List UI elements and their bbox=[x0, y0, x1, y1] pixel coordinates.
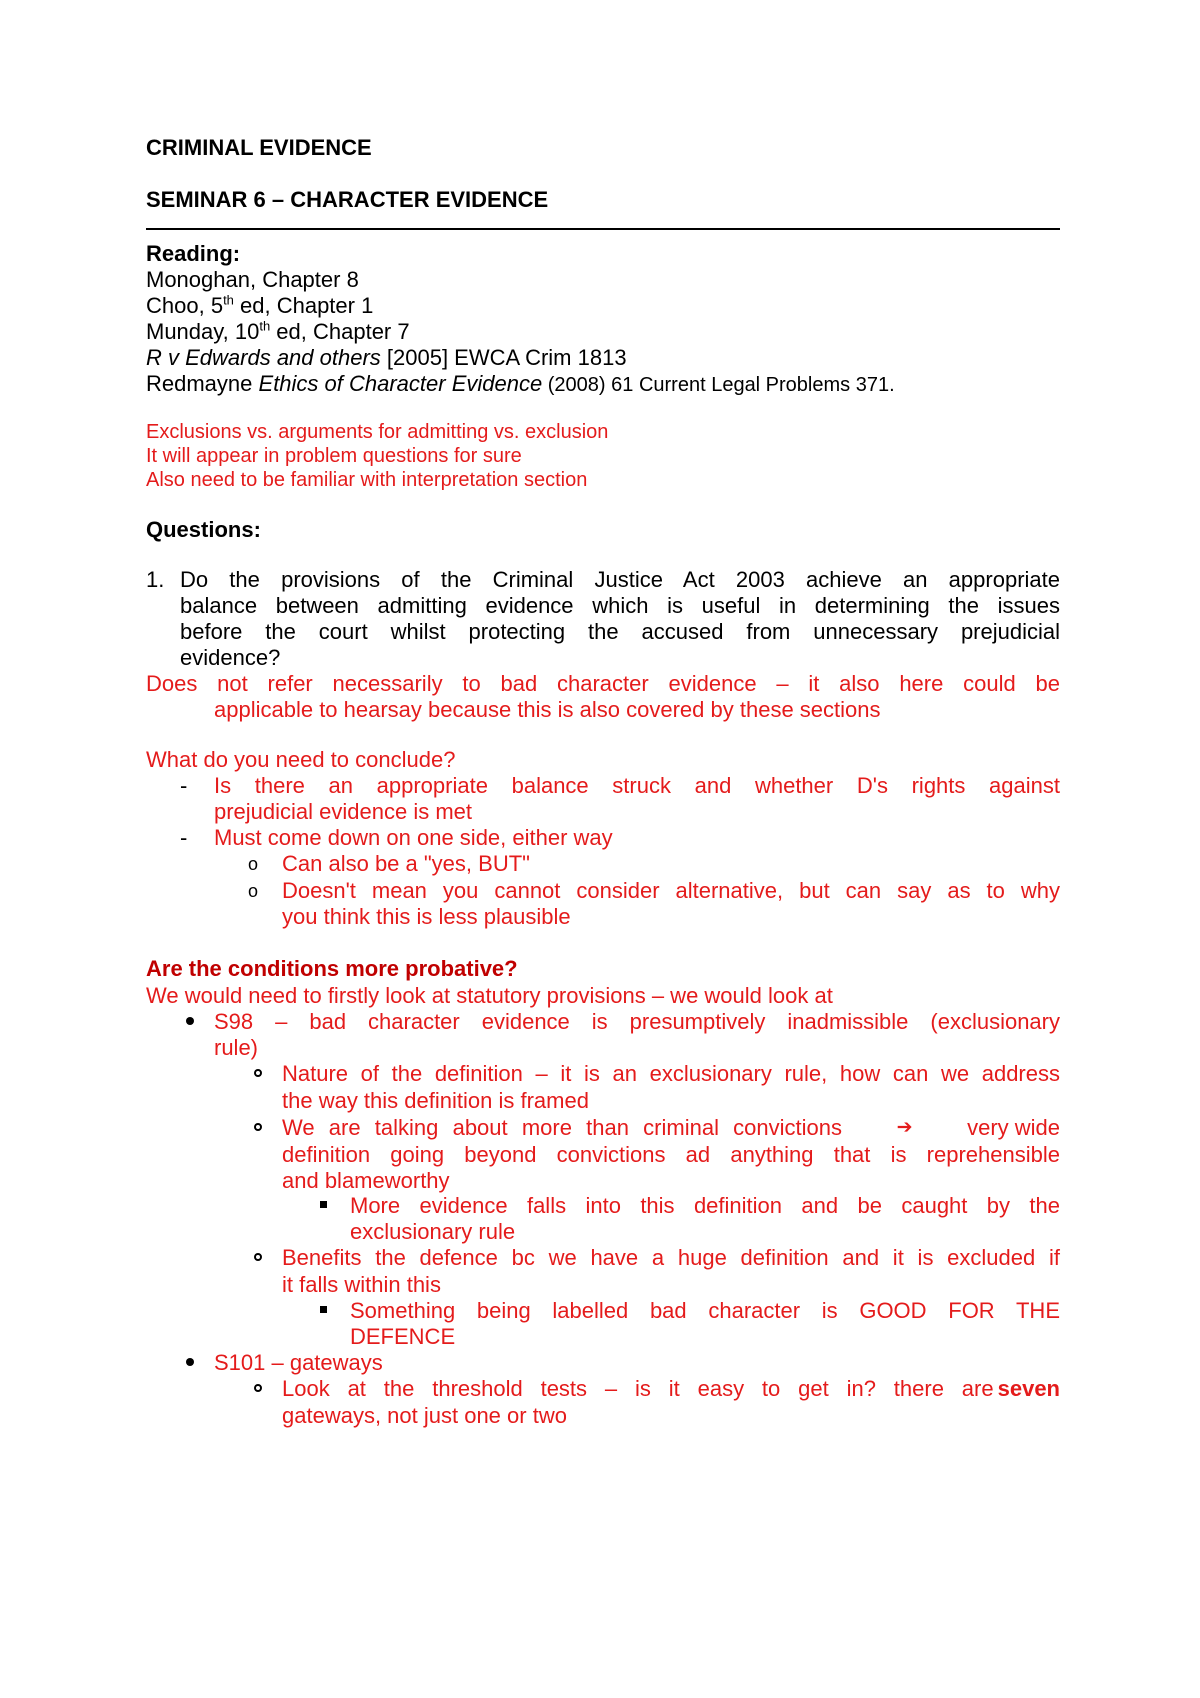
probative-intro: We would need to firstly look at statutory provisions – we would look at bbox=[146, 983, 833, 1008]
reading-item: Monoghan, Chapter 8 bbox=[146, 267, 359, 292]
conclude-item: prejudicial evidence is met bbox=[214, 799, 473, 824]
s98-subitem: Nature of the definition – it is an exclusionary rule, how can we address bbox=[282, 1061, 1060, 1086]
s101-line: S101 – gateways bbox=[214, 1350, 383, 1375]
document-title: CRIMINAL EVIDENCE bbox=[146, 135, 372, 160]
s98-subitem: We are talking about more than criminal convictions ➔ very wide bbox=[282, 1115, 1060, 1140]
s98-subsubitem: Something being labelled bad character is GOOD FOR THE bbox=[350, 1298, 1060, 1323]
question-line: Do the provisions of the Criminal Justice Act 2003 achieve an appropriate bbox=[180, 567, 1060, 592]
question-number: 1. bbox=[146, 567, 165, 592]
dash-bullet: - bbox=[180, 773, 188, 798]
bullet-circle bbox=[254, 1384, 262, 1392]
bullet-square bbox=[320, 1306, 327, 1313]
s98-subitem: definition going beyond convictions ad anything that is reprehensible bbox=[282, 1142, 1060, 1167]
note-line: Exclusions vs. arguments for admitting vs. exclusion bbox=[146, 421, 609, 443]
bullet-circle bbox=[254, 1253, 262, 1261]
s98-subitem: and blameworthy bbox=[282, 1168, 450, 1193]
question-line: evidence? bbox=[180, 645, 281, 670]
reading-item: Choo, 5th ed, Chapter 1 bbox=[146, 292, 374, 318]
answer-line: applicable to hearsay because this is also covered by these sections bbox=[214, 697, 881, 722]
o-bullet: o bbox=[248, 881, 259, 901]
note-line: It will appear in problem questions for sure bbox=[146, 445, 522, 467]
conclude-item: Is there an appropriate balance struck and whether D's rights against bbox=[214, 773, 1060, 798]
bullet-circle bbox=[254, 1069, 262, 1077]
arrow-icon: ➔ bbox=[896, 1117, 913, 1138]
bullet-dot bbox=[186, 1017, 194, 1025]
reading-item: Munday, 10th ed, Chapter 7 bbox=[146, 318, 410, 344]
s101-subitem: gateways, not just one or two bbox=[282, 1403, 567, 1428]
bullet-square bbox=[320, 1201, 327, 1208]
o-bullet: o bbox=[248, 854, 259, 874]
heading-underline bbox=[146, 228, 1060, 230]
conclude-subitem: Can also be a "yes, BUT" bbox=[282, 851, 530, 876]
s98-subsubitem: More evidence falls into this definition and be caught by the bbox=[350, 1193, 1060, 1218]
questions-heading: Questions: bbox=[146, 517, 261, 542]
bullet-circle bbox=[254, 1123, 262, 1131]
s98-subsubitem: exclusionary rule bbox=[350, 1219, 516, 1244]
conclude-heading: What do you need to conclude? bbox=[146, 747, 456, 772]
s98-line: S98 – bad character evidence is presumptively inadmissible (exclusionary bbox=[214, 1009, 1060, 1034]
s98-subsubitem: DEFENCE bbox=[350, 1324, 456, 1349]
question-line: before the court whilst protecting the accused from unnecessary prejudicial bbox=[180, 619, 1060, 644]
s98-subitem: Benefits the defence bc we have a huge definition and it is excluded if bbox=[282, 1245, 1060, 1270]
reading-heading: Reading: bbox=[146, 241, 241, 266]
conclude-subitem: you think this is less plausible bbox=[282, 904, 571, 929]
seminar-heading: SEMINAR 6 – CHARACTER EVIDENCE bbox=[146, 187, 549, 212]
s98-subitem: it falls within this bbox=[282, 1272, 441, 1297]
conclude-item: Must come down on one side, either way bbox=[214, 825, 613, 850]
note-line: Also need to be familiar with interpretation section bbox=[146, 469, 588, 491]
reading-item: Redmayne Ethics of Character Evidence (2008) 61 Current Legal Problems 371. bbox=[146, 371, 895, 396]
bullet-dot bbox=[186, 1358, 194, 1366]
s98-subitem: the way this definition is framed bbox=[282, 1088, 589, 1113]
dash-bullet: - bbox=[180, 825, 188, 850]
s98-line: rule) bbox=[214, 1035, 259, 1060]
question-line: balance between admitting evidence which is useful in determining the issues bbox=[180, 593, 1060, 618]
reading-item: R v Edwards and others [2005] EWCA Crim 1813 bbox=[146, 345, 627, 370]
answer-line: Does not refer necessarily to bad character evidence – it also here could be bbox=[146, 671, 1060, 696]
conclude-subitem: Doesn't mean you cannot consider alternative, but can say as to why bbox=[282, 878, 1060, 903]
s101-subitem: Look at the threshold tests – is it easy to get in? there are seven bbox=[282, 1376, 1060, 1401]
probative-heading: Are the conditions more probative? bbox=[146, 956, 518, 981]
